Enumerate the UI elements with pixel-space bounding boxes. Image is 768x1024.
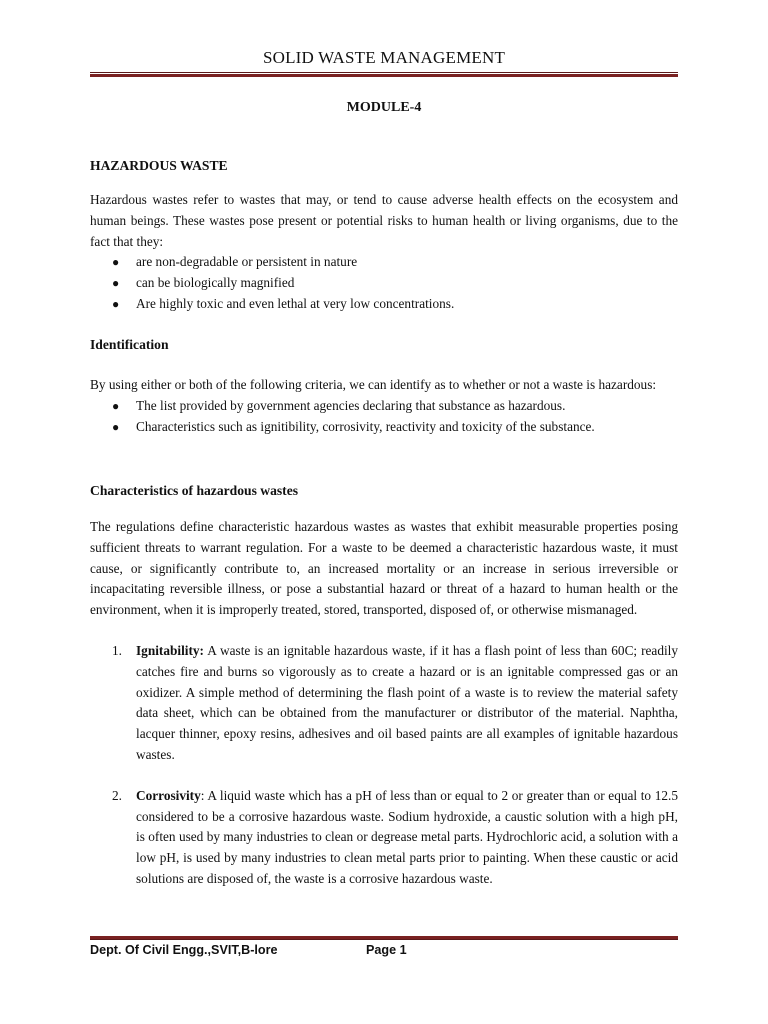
- list-item-corrosivity: 2. Corrosivity: A liquid waste which has a pH of less than or equal to 2 or greater than or equal to 12.5 considered to be a corrosive hazardous waste. Sodium hydroxide, a caustic solution with a high pH, is often used by many industries to clean or degrease metal parts. Hydrochloric acid, a solution with a low pH, is used by many industries to clean metal parts prior to painting. When these caustic or acid solutions are disposed of, the waste is a corrosive hazardous waste.: [112, 787, 678, 886]
- list-item: ● The list provided by government agencies declaring that substance as hazardous.: [90, 396, 678, 417]
- section-heading-characteristics: Characteristics of hazardous wastes: [90, 483, 299, 498]
- paragraph: The regulations define characteristic hazardous wastes as wastes that exhibit measurable properties posing sufficient threats to warrant regulation. For a waste to be deemed a characteristic hazardous waste, it must cause, or significantly contribute to, an increased mortality or an increase in serious irreversible or incapacitating reversible illness, or pose a substantial hazard or threat of a hazard to human health or the environment, when it is improperly treated, stored, transported, disposed of, or otherwise mismanaged.: [90, 519, 678, 618]
- list-item: ● Characteristics such as ignitibility, corrosivity, reactivity and toxicity of the substance.: [90, 417, 678, 438]
- list-item: ● are non-degradable or persistent in nature: [90, 252, 678, 273]
- bullet-list: [90, 252, 678, 314]
- term-corrosivity: Corrosivity: [136, 787, 201, 803]
- footer-rule: [90, 935, 678, 940]
- footer-department: Dept. Of Civil Engg.,SVIT,B-lore: [90, 943, 278, 957]
- section-heading-hazardous-waste: HAZARDOUS WASTE: [90, 158, 228, 173]
- term-ignitability: Ignitability:: [136, 642, 204, 658]
- numbered-list: [90, 641, 678, 890]
- bullet-icon: ●: [112, 276, 120, 291]
- list-item: ● can be biologically magnified: [90, 273, 678, 294]
- bullet-list: [90, 396, 678, 438]
- bullet-icon: ●: [112, 255, 120, 270]
- module-title: MODULE-4: [346, 100, 422, 115]
- section-hazardous-waste-body: [90, 190, 678, 315]
- section-characteristics-body: [90, 517, 678, 890]
- list-item-ignitability: 1. Ignitability: A waste is an ignitable hazardous waste, if it has a flash point of less than 60C; readily catches fire and burns so vigorously as to create a hazard or is an ignitable compressed gas or an oxidizer. A simple method of determining the flash point of a waste is to review the material safety data sheet, which can be obtained from the manufacturer or distributor of the material. Naphtha, lacquer thinner, epoxy resins, adhesives and oil based paints are all examples of ignitable hazardous wastes.: [112, 642, 678, 762]
- section-heading-identification: Identification: [90, 337, 169, 352]
- bullet-icon: ●: [112, 419, 120, 434]
- paragraph: Hazardous wastes refer to wastes that may, or tend to cause adverse health effects on the ecosystem and human beings. These wastes pose present or potential risks to human health or living organisms, due to the fact that they:: [90, 192, 678, 249]
- list-number: 2.: [112, 787, 122, 803]
- list-number: 1.: [112, 642, 122, 658]
- footer-page-number: Page 1: [366, 943, 407, 957]
- section-identification-body: [90, 375, 678, 437]
- page-footer: [90, 943, 678, 957]
- list-item: ● Are highly toxic and even lethal at very low concentrations.: [90, 294, 678, 315]
- bullet-icon: ●: [112, 398, 120, 413]
- bullet-icon: ●: [112, 296, 120, 311]
- paragraph: By using either or both of the following criteria, we can identify as to whether or not a waste is hazardous:: [90, 377, 657, 392]
- page-header-title: SOLID WASTE MANAGEMENT: [262, 48, 506, 67]
- header-rule: [90, 72, 678, 77]
